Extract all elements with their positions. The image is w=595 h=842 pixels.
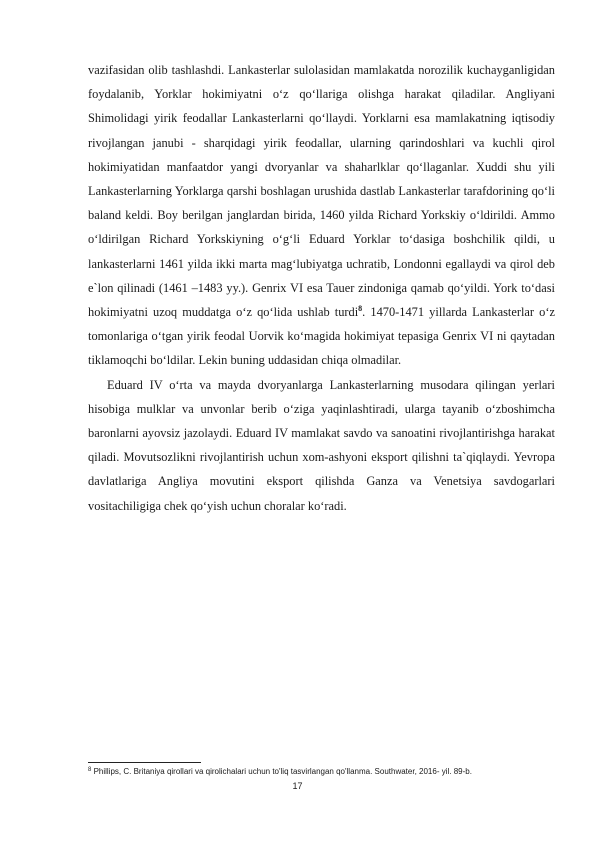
page-number: 17 bbox=[292, 781, 303, 791]
paragraph-1-text-a: vazifasidan olib tashlashdi. Lankasterlar sulolasidan mamlakatda norozilik kuchayganligidan foydalanib, Yorklar hokimiyatni o‘z qo‘llariga olishga harakat qiladilar. Angliyani Shimolidagi yirik feodallar Lankasterlarni qo‘llaydi. Yorklarni esa mamlakatning iqtisodiy rivojlangan janubi - sharqidagi yirik feodallar, ularning qarindoshlari va kuchli qirol hokimiyatidan manfaatdor yangi dvoryanlar va shaharlklar qo‘llaganlar. Xuddi shu yili Lankasterlarning Yorklarga qarshi boshlagan urushida dastlab Lankasterlar tarafdorining qo‘li baland keldi. Boy berilgan janglardan birida, 1460 yilda Richard Yorkskiy o‘ldirildi. Ammo o‘ldirilgan Richard Yorkskiyning o‘g‘li Eduard Yorklar to‘dasiga boshchilik qildi, u lankasterlarni 1461 yilda ikki marta mag‘lubiyatga uchratib, Londonni egallaydi va qirol deb e`lon qilinadi (1461 –1483 yy.). Genrix VI esa Tauer zindoniga qamab qo‘yildi. York to‘dasi hokimiyatni uzoq muddatga o‘z qo‘lida ushlab turdi bbox=[88, 63, 555, 320]
footnote-text: Phillips, C. Britaniya qirollari va qirolichalari uchun to'liq tasvirlangan qo'llanma. Southwater, 2016- yil. 89-b. bbox=[93, 767, 472, 776]
paragraph-1-text-b: . 1470-1471 yillarda Lankasterlar o‘z tomonlariga o‘tgan yirik feodal Uorvik ko‘magida hokimiyat tepasiga Genrix VI ni qaytadan tiklamoqchi bo‘ldilar. Lekin buning uddasidan chiqa olmadilar. bbox=[88, 305, 555, 368]
footnote-number: 8 bbox=[88, 767, 92, 773]
page-body bbox=[88, 58, 555, 518]
footnote bbox=[88, 767, 555, 776]
footnote-divider bbox=[88, 762, 201, 763]
paragraph-1 bbox=[88, 58, 555, 373]
footnote-reference[interactable]: 8 bbox=[358, 304, 363, 314]
paragraph-2: Eduard IV o‘rta va mayda dvoryanlarga Lankasterlarning musodara qilingan yerlari hisobiga mulklar va unvonlar berib o‘ziga yaqinlashtiradi, ularga tayanib o‘zboshimcha baronlarni ayovsiz jazolaydi. Eduard IV mamlakat savdo va sanoatini rivojlantirishga harakat qiladi. Movutsozlikni rivojlantirish uchun xom-ashyoni eksport qilishni ta`qiqlaydi. Yevropa davlatlariga Angliya movutini eksport qilishda Ganza va Venetsiya savdogarlari vositachiligiga chek qo‘yish uchun choralar ko‘radi. bbox=[88, 377, 555, 513]
